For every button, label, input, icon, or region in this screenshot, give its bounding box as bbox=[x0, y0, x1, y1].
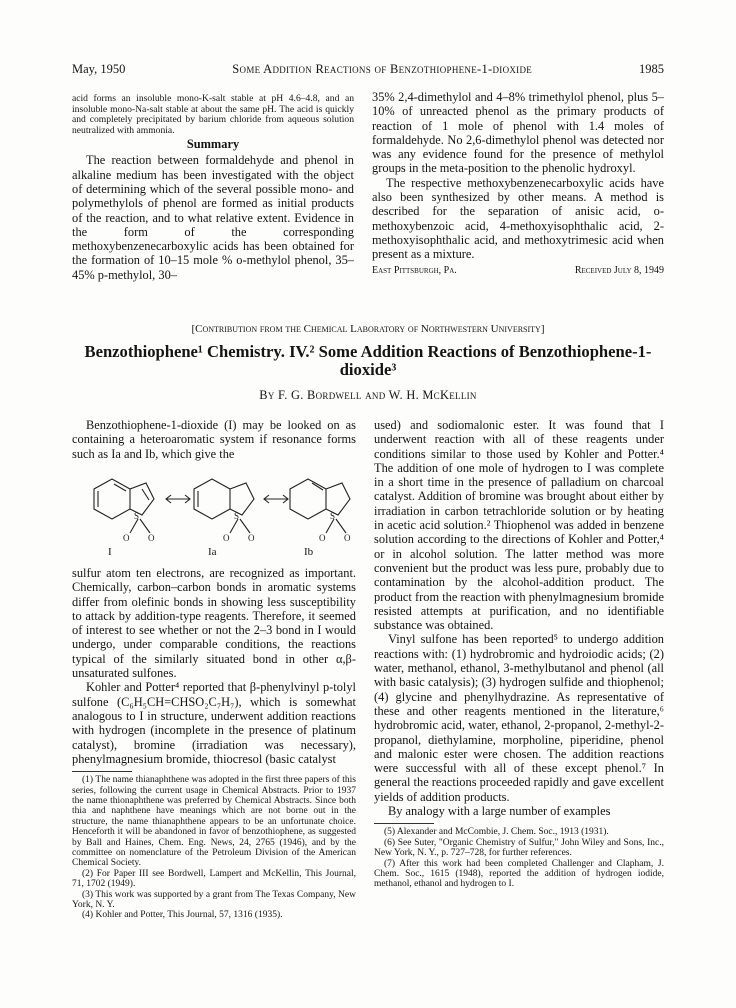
svg-text:O: O bbox=[344, 533, 351, 543]
signature-line bbox=[372, 265, 664, 276]
running-head bbox=[72, 62, 664, 77]
prev-article-left-column bbox=[72, 94, 354, 282]
footnotes-left bbox=[72, 775, 356, 921]
svg-text:O: O bbox=[248, 533, 255, 543]
summary-paragraph-right-2: The respective methoxybenzenecarboxylic acids have also been synthesized by other means. A method is described for the separation of anisic acid, o-methoxybenzoic acid, 4-methoxyisophthalic acid, 2-methoxyisophthalic acid, and methoxytrimesic acid when present as a mixture. bbox=[372, 175, 664, 262]
header-running-title: Some Addition Reactions of Benzothiophene-1-dioxide bbox=[232, 62, 533, 76]
svg-text:O: O bbox=[148, 533, 155, 543]
article-left-column bbox=[72, 418, 356, 461]
paragraph-kohler-potter: Kohler and Potter⁴ reported that β-phenylvinyl p-tolyl sulfone (C₆H₅CH=CHSO₂C₇H₇), which is somewhat analogous to I in structure, underwent addition reactions with hydrogen (incomplete in the presence of platinum catalyst), bromine (irradiation was necessary), phenylmagnesium bromide, thiocresol (basic catalyst bbox=[72, 680, 356, 766]
received-date: Received July 8, 1949 bbox=[574, 264, 664, 276]
svg-text:O: O bbox=[223, 533, 230, 543]
svg-text:S: S bbox=[330, 511, 336, 521]
prev-article-right-column bbox=[372, 90, 664, 276]
footnotes-right bbox=[374, 827, 664, 889]
svg-text:O: O bbox=[123, 533, 130, 543]
svg-text:S: S bbox=[234, 511, 240, 521]
footnote-3: (3) This work was supported by a grant from The Texas Company, New York, N. Y. bbox=[72, 889, 356, 911]
structure-I-drawing bbox=[94, 479, 154, 533]
byline: By F. G. Bordwell and W. H. McKellin bbox=[259, 388, 477, 402]
footnote-4: (4) Kohler and Potter, This Journal, 57, 1316 (1935). bbox=[82, 910, 283, 921]
svg-text:O: O bbox=[319, 533, 326, 543]
article-right-column bbox=[374, 418, 664, 890]
resonance-structures-figure bbox=[72, 469, 356, 561]
structure-Ia-drawing bbox=[194, 479, 254, 533]
figure-label-I: I bbox=[108, 546, 112, 558]
footnote-1: (1) The name thianaphthene was adopted in the first three papers of this series, following the current usage in Chemical Abstracts. Prior to 1937 the name thionaphthene was preferred by Chemical Abstracts. Since both thia and naphthene have meanings which are not borne out in the structure, the name thianaphthene appears to be an unfortunate choice. Henceforth it will be abandoned in favor of benzothiophene, as suggested by Ball and Haines, Chem. Eng. News, 24, 2765 (1946), and by the committee on nomenclature of the Petroleum Division of the American Chemical Society. bbox=[72, 775, 356, 869]
footnote-5: (5) Alexander and McCombie, J. Chem. Soc., 1913 (1931). bbox=[384, 827, 609, 838]
paragraph-right-1: used) and sodiomalonic ester. It was found that I underwent reaction with all of these reagents under conditions similar to those used by Kohler and Potter.⁴ The addition of one mole of hydrogen to I was complete in a short time in the presence of palladium on charcoal catalyst. Addition of bromine was brought about either by irradiation in carbon tetrachloride solution or by heating in acetic acid solution.² Thiophenol was added in benzene solution according to the directions of Kohler and Potter,⁴ or in alcohol solution. The latter method was more convenient but the product was less pure, probably due to contamination by the alcohol-addition product. The product from the reaction with phenylmagnesium bromide resisted attempts at purification, and no identifiable substance was obtained. bbox=[374, 418, 664, 633]
summary-paragraph-right-1: 35% 2,4-dimethylol and 4–8% trimethylol phenol, plus 5–10% of unreacted phenol as the primary products of reaction of 1 mole of phenol with 1.4 moles of formaldehyde. No 2,6-dimethylol phenol was detected nor was any evidence found for the presence of methylol groups in the meta-position to the phenolic hydroxyl. bbox=[372, 90, 664, 176]
figure-label-Ib: Ib bbox=[304, 546, 314, 558]
prev-article-text: acid forms an insoluble mono-K-salt stable at pH 4.6–4.8, and an insoluble mono-Na-salt stable at about the same pH. The acid is quickly and completely precipitated by barium chloride from aqueous solution neutralized with ammonia. bbox=[72, 93, 354, 136]
summary-heading: Summary bbox=[186, 137, 240, 152]
footnote-6: (6) See Suter, "Organic Chemistry of Sulfur," John Wiley and Sons, Inc., New York, N. Y., p. 727–728, for further references. bbox=[374, 837, 664, 859]
header-page-number: 1985 bbox=[638, 62, 664, 76]
structure-Ib-drawing bbox=[290, 479, 350, 533]
footnote-7: (7) After this work had been completed Challenger and Clapham, J. Chem. Soc., 1615 (1948), reported the addition of hydrogen iodide, methanol, ethanol and hydrogen to I. bbox=[374, 858, 664, 890]
article-left-column-lower bbox=[72, 566, 356, 921]
contribution-line: [Contribution from the Chemical Laboratory of Northwestern University] bbox=[191, 323, 545, 335]
header-date: May, 1950 bbox=[72, 62, 126, 76]
paragraph-right-3: By analogy with a large number of examples bbox=[388, 804, 611, 819]
paragraph-right-2: Vinyl sulfone has been reported⁵ to undergo addition reactions with: (1) hydrobromic and hydroiodic acids; (2) water, methanol, ethanol, 3-methylbutanol and phenol (all with basic catalysis); (3) hydrogen sulfide and thiophenol; (4) glycine and phenylhydrazine. As representative of these and other reagents mentioned in the literature,⁶ hydrobromic acid, water, ethanol, 2-propanol, 2-methyl-2-propanol, diethylamine, morpholine, piperidine, phenol and malonic ester were chosen. The addition reactions were successful with all of these except phenol.⁷ In general the reactions proceeded rapidly and gave excellent yields of addition products. bbox=[374, 632, 665, 804]
article-title: Benzothiophene¹ Chemistry. IV.² Some Addition Reactions of Benzothiophene-1-dioxide³ bbox=[84, 342, 652, 379]
figure-label-Ia: Ia bbox=[208, 546, 217, 558]
location: East Pittsburgh, Pa. bbox=[372, 264, 457, 276]
intro-paragraph: Benzothiophene-1-dioxide (I) may be looked on as containing a heteroaromatic system if resonance forms such as Ia and Ib, which give the bbox=[72, 418, 356, 461]
paragraph-after-figure: sulfur atom ten electrons, are recognized as important. Chemically, carbon–carbon bonds in aromatic systems differ from olefinic bonds in showing less susceptibility to attack by addition-type reagents. Therefore, it seemed of interest to see whether or not the 2–3 bond in I would undergo, under comparable conditions, the reactions typical of the similarly situated bond in other α,β-unsaturated sulfones. bbox=[72, 566, 356, 681]
svg-text:S: S bbox=[134, 511, 140, 521]
footnote-divider-right bbox=[374, 823, 434, 824]
footnote-divider-left bbox=[72, 771, 132, 772]
summary-paragraph-left: The reaction between formaldehyde and phenol in alkaline medium has been investigated with the object of determining which of the several possible mono- and polymethylols of phenol are formed as initial products of the reaction, and to what relative extent. Evidence in the form of the corresponding methoxybenzenecarboxylic acids has been obtained for the formation of 10–15 mole % o-methylol phenol, 35–45% p-methylol, 30– bbox=[72, 153, 354, 282]
footnote-2: (2) For Paper III see Bordwell, Lampert and McKellin, This Journal, 71, 1702 (1949). bbox=[72, 868, 356, 890]
